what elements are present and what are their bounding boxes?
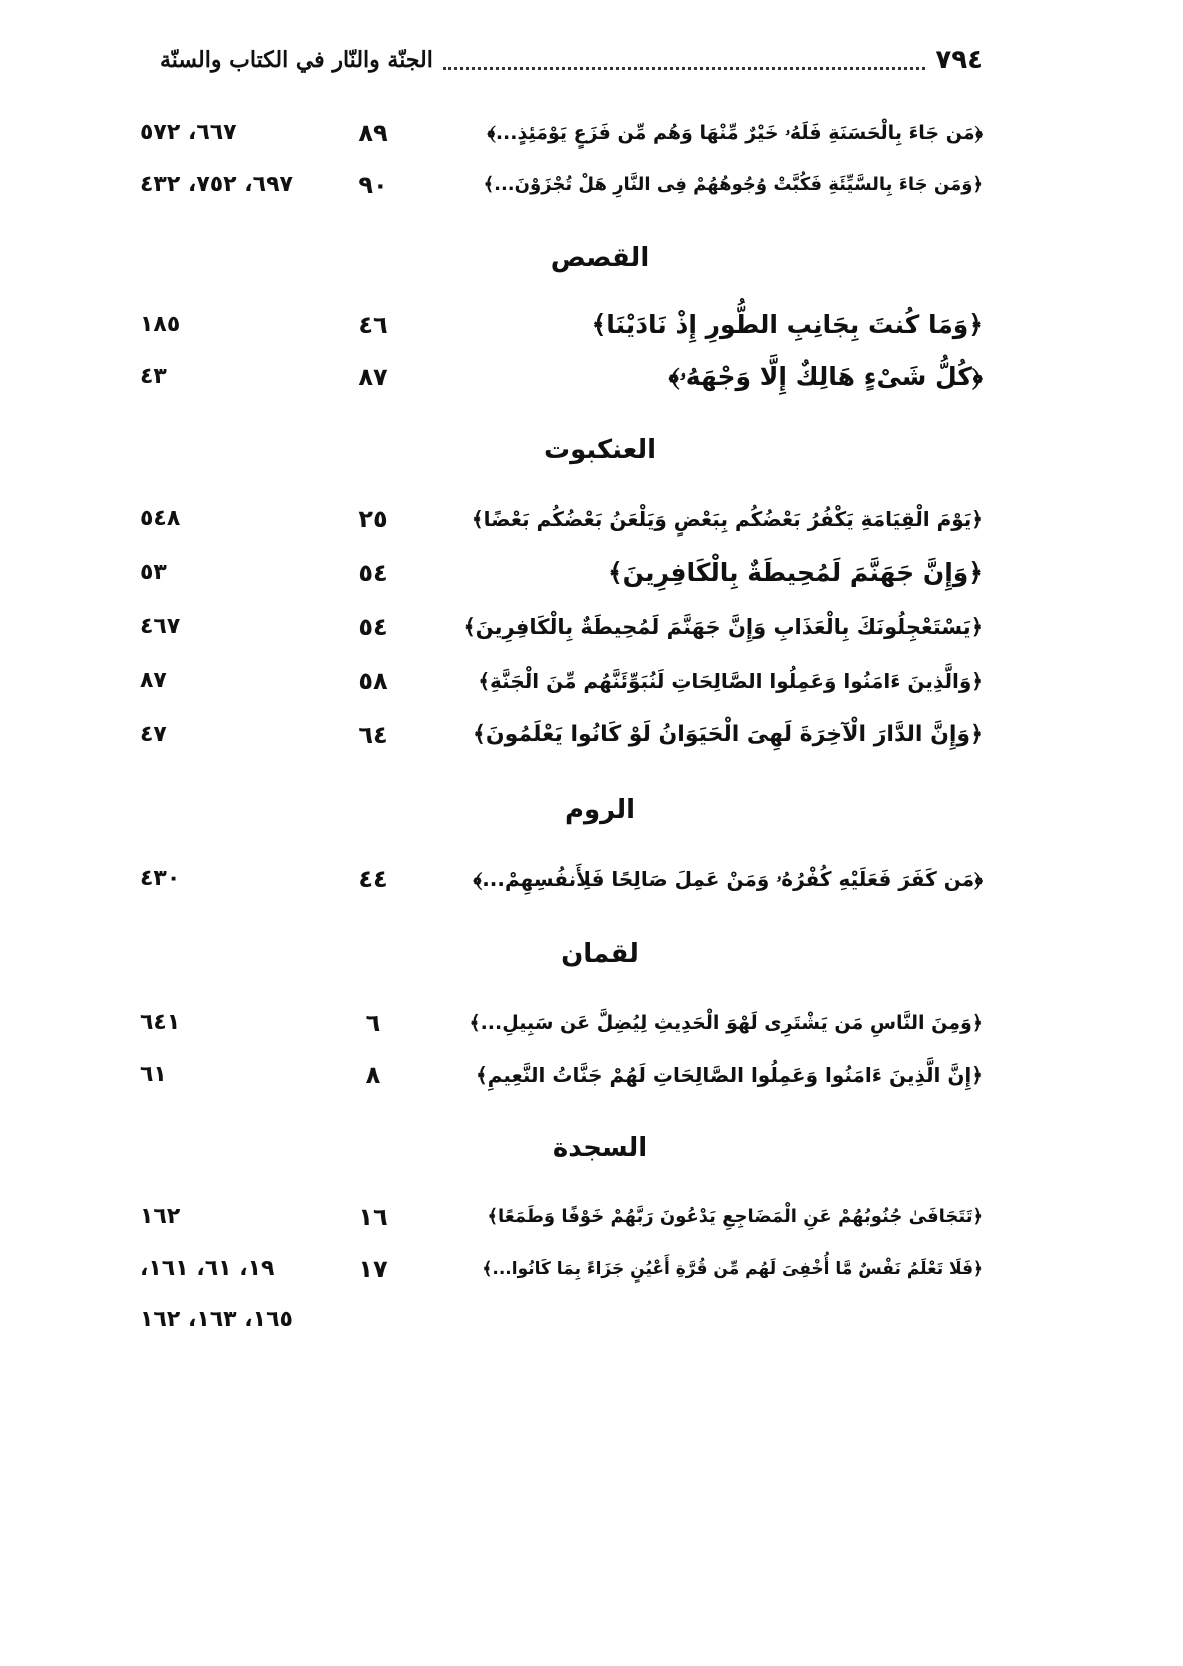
verse-text: ﴿وَإِنَّ الدَّارَ الْآخِرَةَ لَهِىَ الْحَيَوَانُ لَوْ كَانُوا يَعْلَمُونَ﴾ — [472, 722, 983, 747]
ayah-number: ٢٥ — [358, 505, 388, 533]
ayah-number: ٥٤ — [358, 559, 388, 587]
surah-heading: العنكبوت — [543, 435, 657, 465]
index-row — [140, 548, 983, 598]
ayah-number: ١٦ — [358, 1203, 388, 1231]
verse-text: ﴿وَمَن جَاءَ بِالسَّيِّئَةِ فَكُبَّتْ وُجُوهُهُمْ فِى النَّارِ هَلْ تُجْزَوْنَ...﴾ — [483, 174, 983, 195]
index-row — [140, 854, 983, 904]
index-row — [140, 1192, 983, 1242]
ayah-number: ٥٤ — [358, 613, 388, 641]
ayah-number: ٨ — [365, 1061, 381, 1089]
ayah-number: ٦ — [365, 1009, 381, 1037]
index-row — [140, 300, 983, 350]
page-references: ٦٤١ — [140, 1010, 181, 1035]
verse-text: ﴿وَمَا كُنتَ بِجَانِبِ الطُّورِ إِذْ نَادَيْنَا﴾ — [591, 310, 983, 339]
ayah-number: ٥٨ — [358, 667, 388, 695]
ayah-number: ٤٤ — [358, 865, 388, 893]
ayah-number: ٤٦ — [358, 311, 388, 339]
surah-heading: السجدة — [552, 1133, 648, 1163]
index-row — [140, 1244, 983, 1294]
verse-text: ﴿تَتَجَافَىٰ جُنُوبُهُمْ عَنِ الْمَضَاجِعِ يَدْعُونَ رَبَّهُمْ خَوْفًا وَطَمَعًا﴾ — [487, 1206, 983, 1227]
verse-text: ﴿يَوْمَ الْقِيَامَةِ يَكْفُرُ بَعْضُكُم بِبَعْضٍ وَيَلْعَنُ بَعْضُكُم بَعْضًا﴾ — [471, 507, 983, 531]
page-references: ١٩، ٦١، ١٦١، — [140, 1256, 275, 1281]
index-row — [140, 1050, 983, 1100]
verse-text: ﴿وَإِنَّ جَهَنَّمَ لَمُحِيطَةٌ بِالْكَافِرِينَ﴾ — [608, 558, 983, 587]
ayah-number: ٨٩ — [358, 119, 388, 147]
index-row — [140, 108, 983, 158]
surah-heading: الروم — [564, 795, 636, 825]
ayah-number: ٨٧ — [358, 363, 388, 391]
verse-text: ﴿يَسْتَعْجِلُونَكَ بِالْعَذَابِ وَإِنَّ جَهَنَّمَ لَمُحِيطَةٌ بِالْكَافِرِينَ﴾ — [463, 615, 983, 639]
page-references: ٤٣ — [140, 364, 167, 389]
page-references: ٦١ — [140, 1062, 167, 1087]
book-title: الجنّة والنّار في الكتاب والسنّة — [160, 47, 433, 73]
verse-text: ﴿فَلَا تَعْلَمُ نَفْسٌ مَّا أُخْفِىَ لَهُم مِّن قُرَّةِ أَعْيُنٍ جَزَاءً بِمَا كَانُوا...﴾ — [482, 1259, 983, 1279]
page-references: ١٦٢ — [140, 1204, 181, 1229]
page-references: ٤٣٠ — [140, 866, 181, 891]
verse-text: ﴿إِنَّ الَّذِينَ ءَامَنُوا وَعَمِلُوا الصَّالِحَاتِ لَهُمْ جَنَّاتُ النَّعِيمِ﴾ — [476, 1063, 983, 1087]
index-row — [140, 494, 983, 544]
page-references: ٦٦٧، ٥٧٢ — [140, 120, 237, 145]
ayah-number: ١٧ — [358, 1255, 388, 1283]
index-row — [140, 160, 983, 210]
verse-text: ﴿وَمِنَ النَّاسِ مَن يَشْتَرِى لَهْوَ الْحَدِيثِ لِيُضِلَّ عَن سَبِيلِ...﴾ — [469, 1012, 983, 1034]
verse-text: ﴿مَن كَفَرَ فَعَلَيْهِ كُفْرُهُۥ وَمَنْ عَمِلَ صَالِحًا فَلِأَنفُسِهِمْ...﴾ — [473, 867, 983, 891]
verse-text: ﴿مَن جَاءَ بِالْحَسَنَةِ فَلَهُۥ خَيْرٌ مِّنْهَا وَهُم مِّن فَزَعٍ يَوْمَئِذٍ...﴾ — [487, 122, 983, 144]
index-row — [140, 352, 983, 402]
page-references: ٥٤٨ — [140, 506, 181, 531]
page-number: ٧٩٤ — [935, 45, 983, 75]
page-references: ٤٦٧ — [140, 614, 181, 639]
page-references-continued: ١٦٥، ١٦٣، ١٦٢ — [140, 1307, 293, 1332]
page-references: ٤٧ — [140, 722, 167, 747]
index-row — [140, 998, 983, 1048]
header-leader-dots — [443, 67, 926, 70]
ayah-number: ٦٤ — [358, 721, 388, 749]
running-header — [160, 40, 983, 80]
index-row — [140, 602, 983, 652]
index-row — [140, 710, 983, 760]
verse-text: ﴿كُلُّ شَىْءٍ هَالِكٌ إِلَّا وَجْهَهُۥ﴾ — [668, 362, 983, 391]
verse-text: ﴿وَالَّذِينَ ءَامَنُوا وَعَمِلُوا الصَّالِحَاتِ لَنُبَوِّئَنَّهُم مِّنَ الْجَنَّةِ﴾ — [478, 669, 983, 693]
ayah-number: ٩٠ — [358, 171, 388, 199]
page-references: ٦٩٧، ٧٥٢، ٤٣٢ — [140, 172, 293, 197]
surah-heading: لقمان — [561, 939, 639, 969]
page-references: ١٨٥ — [140, 312, 181, 337]
page-references: ٨٧ — [140, 668, 167, 693]
surah-heading: القصص — [550, 243, 650, 273]
index-row — [140, 656, 983, 706]
page-references: ٥٣ — [140, 560, 167, 585]
